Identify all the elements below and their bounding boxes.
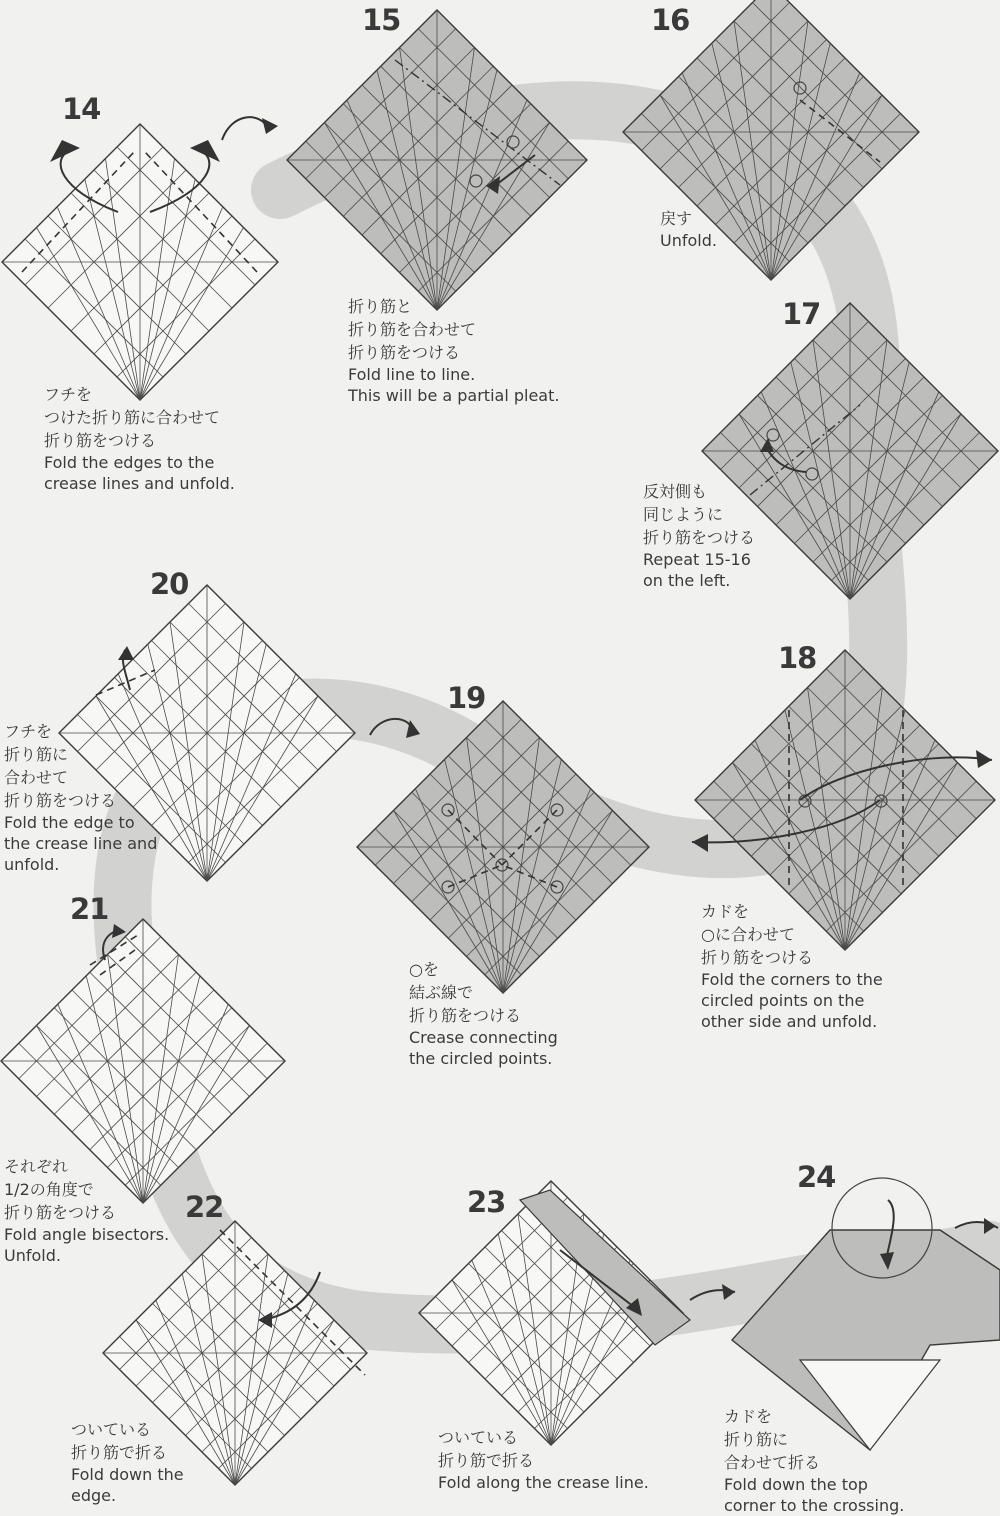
step-number-17: 17 [782,297,821,331]
caption-step-18 [701,900,883,1032]
caption-step-19 [409,958,558,1069]
step-number-14: 14 [62,92,101,126]
caption-jp-line: 折り筋をつける [4,791,117,810]
caption-jp-line: ついている [438,1428,519,1447]
caption-en-line: corner to the crossing. [724,1496,905,1515]
caption-jp-line: 折り筋をつける [44,431,157,450]
step-number-16: 16 [651,3,690,37]
caption-jp-line: 合わせて折る [724,1453,821,1472]
caption-jp-line: 折り筋を合わせて [348,320,477,339]
caption-en-line: circled points on the [701,991,865,1010]
caption-jp-line: 折り筋で折る [438,1451,535,1470]
step-number-21: 21 [70,892,109,926]
turn-over-arrow-step-14 [222,117,278,140]
caption-jp-line: 折り筋に [4,745,69,764]
caption-en-line: Fold the corners to the [701,970,883,989]
caption-step-20 [4,720,157,875]
caption-en-line: Crease connecting [409,1028,558,1047]
caption-step-17 [643,480,755,591]
caption-step-21 [4,1155,169,1266]
diagram-step-14 [2,124,278,400]
step-number-24: 24 [797,1160,836,1194]
caption-jp-line: ついている [71,1420,152,1439]
caption-jp-line: 反対側も [643,482,708,501]
caption-step-22 [71,1418,184,1506]
caption-en-line: This will be a partial pleat. [348,386,560,405]
caption-en-line: unfold. [4,855,60,874]
caption-jp-line: カドを [724,1407,773,1426]
caption-en-line: on the left. [643,571,731,590]
caption-en-line: Fold angle bisectors. [4,1225,170,1244]
caption-en-line: the circled points. [409,1049,553,1068]
step-number-18: 18 [778,641,817,675]
caption-jp-line: つけた折り筋に合わせて [44,408,221,427]
caption-jp-line: 折り筋をつける [348,343,461,362]
step-number-15: 15 [362,3,401,37]
caption-jp-line: カドを [701,902,750,921]
caption-jp-line: フチを [44,385,93,404]
step-number-19: 19 [447,681,486,715]
caption-en-line: other side and unfold. [701,1012,878,1031]
caption-en-line: Fold the edges to the [44,453,215,472]
caption-jp-line: 折り筋をつける [4,1203,117,1222]
caption-jp-line: フチを [4,722,53,741]
caption-en-line: Unfold. [4,1246,61,1265]
caption-jp-line: 結ぶ線で [409,983,474,1002]
caption-en-line: crease lines and unfold. [44,474,235,493]
caption-jp-line: 折り筋をつける [701,948,814,967]
caption-jp-line: それぞれ [4,1157,69,1176]
caption-step-14 [44,383,235,494]
caption-step-15 [348,295,559,406]
caption-en-line: Fold the edge to [4,813,135,832]
caption-jp-line: 戻す [660,209,693,228]
caption-en-line: the crease line and [4,834,158,853]
step-number-23: 23 [467,1185,506,1219]
caption-jp-line: ○を [409,960,439,979]
caption-en-line: edge. [71,1486,117,1505]
caption-en-line: Repeat 15-16 [643,550,751,569]
caption-jp-line: 折り筋をつける [409,1006,522,1025]
step-number-20: 20 [150,567,189,601]
step-number-22: 22 [185,1190,224,1224]
caption-en-line: Unfold. [660,231,717,250]
caption-jp-line: 折り筋に [724,1430,789,1449]
caption-jp-line: 同じように [643,505,724,524]
caption-jp-line: 合わせて [4,768,69,787]
caption-jp-line: 折り筋で折る [71,1443,168,1462]
caption-jp-line: ○に合わせて [701,925,795,944]
caption-en-line: Fold down the top [724,1475,868,1494]
caption-jp-line: 1/2の角度で [4,1180,94,1199]
caption-en-line: Fold line to line. [348,365,476,384]
caption-jp-line: 折り筋をつける [643,528,756,547]
caption-step-16 [660,207,717,251]
caption-step-23 [438,1426,649,1493]
diagram-step-15 [287,10,587,310]
caption-en-line: Fold along the crease line. [438,1473,649,1492]
caption-en-line: Fold down the [71,1465,184,1484]
caption-jp-line: 折り筋と [348,297,413,316]
caption-step-24 [724,1405,904,1516]
